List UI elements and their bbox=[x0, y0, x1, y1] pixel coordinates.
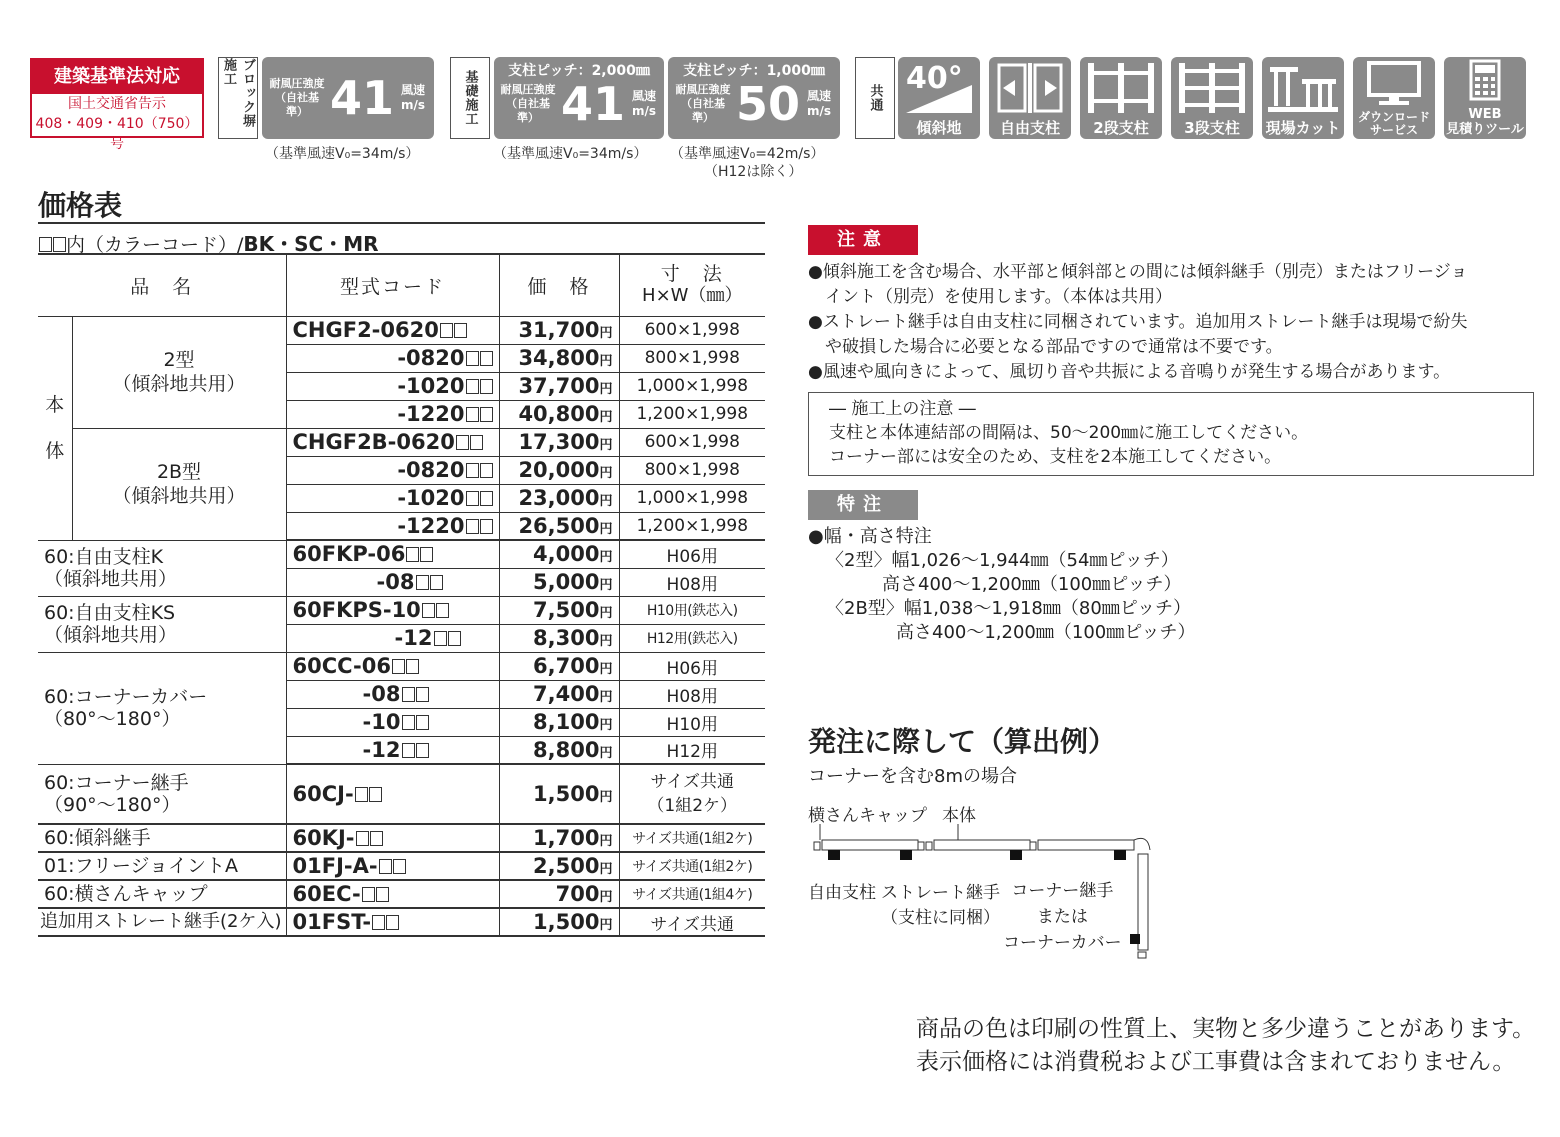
price-table-title: 価格表 bbox=[38, 189, 123, 222]
law-sub2: 408・409・410（750）号 bbox=[35, 116, 199, 152]
building-law-badge bbox=[30, 58, 204, 152]
table-row-size: 600×1,998 bbox=[619, 428, 765, 456]
price-table bbox=[38, 253, 765, 937]
table-row-size: サイズ共通(1組4ケ) bbox=[619, 880, 765, 908]
slope-icon bbox=[898, 57, 980, 139]
pitch-label: 支柱ピッチ：1,000㎜ bbox=[683, 63, 825, 79]
wind-label: 耐風圧強度（自社基準） bbox=[269, 77, 325, 118]
order-example-title: 発注に際して（算出例） bbox=[808, 725, 1117, 758]
table-row-price: 23,000円 bbox=[499, 484, 619, 512]
site-cut-icon bbox=[1262, 57, 1344, 139]
three-stage-post-icon bbox=[1171, 57, 1253, 139]
table-row-code: -0820 bbox=[286, 456, 499, 484]
table-row-price: 7,400円 bbox=[499, 680, 619, 708]
table-row-size: H06用 bbox=[619, 652, 765, 680]
foundation-wind-badge-1000 bbox=[668, 57, 840, 139]
body-label: 本体 bbox=[942, 806, 976, 826]
law-title: 建築基準法対応 bbox=[32, 60, 202, 94]
color-code-line: 内（カラーコード）/BK・SC・MR bbox=[38, 228, 379, 257]
wind-unit: 風速 m/s bbox=[806, 89, 832, 118]
table-row-price: 8,800円 bbox=[499, 736, 619, 764]
body-side-label: 本 体 bbox=[38, 316, 72, 540]
table-row-code: -1220 bbox=[286, 400, 499, 428]
two-stage-post-label: 2段支柱 bbox=[1093, 119, 1149, 137]
single-name: 60:傾斜継手 bbox=[38, 824, 286, 852]
free-post-label: 自由支柱 bbox=[999, 119, 1060, 137]
footer-notes: 商品の色は印刷の性質上、実物と多少違うことがあります。 表示価格には消費税および工事費は含まれておりません。 bbox=[916, 1016, 1536, 1075]
foundation-caption1: （基準風速V₀=34m/s） bbox=[493, 146, 648, 162]
table-row-price: 8,100円 bbox=[499, 708, 619, 736]
table-row-size: 1,000×1,998 bbox=[619, 372, 765, 400]
table-row-code: 60EC- bbox=[286, 880, 499, 908]
table-row-price: 4,000円 bbox=[499, 540, 619, 568]
table-row-price: 5,000円 bbox=[499, 568, 619, 596]
special-order-notes: ●幅・高さ特注 〈2型〉幅1,026〜1,944㎜（54㎜ピッチ） 高さ400〜1,200㎜（100㎜ピッチ） 〈2B型〉幅1,038〜1,918㎜（80㎜ピッチ） 高さ400〜1,200㎜（100㎜ピッチ） bbox=[808, 526, 1196, 643]
table-row-code: -1020 bbox=[286, 372, 499, 400]
table-row-code: CHGF2-0620 bbox=[286, 316, 499, 344]
table-row-size: 800×1,998 bbox=[619, 344, 765, 372]
table-row-size: 1,200×1,998 bbox=[619, 512, 765, 540]
table-row-code: 60CJ- bbox=[286, 764, 499, 824]
pitch-label: 支柱ピッチ：2,000㎜ bbox=[508, 63, 650, 79]
block-wall-label: ブロック塀施工 bbox=[218, 57, 258, 139]
table-row-price: 8,300円 bbox=[499, 624, 619, 652]
table-row-code: 60FKPS-10 bbox=[286, 596, 499, 624]
table-row-price: 1,500円 bbox=[499, 764, 619, 824]
wind-unit: 風速 m/s bbox=[400, 83, 426, 112]
caution-header: 注意 bbox=[808, 225, 918, 255]
table-row-size: 600×1,998 bbox=[619, 316, 765, 344]
slope-label: 傾斜地 bbox=[916, 119, 962, 137]
header-name: 品 名 bbox=[38, 254, 286, 316]
header-size: 寸 法 H×W（㎜） bbox=[619, 254, 765, 316]
wind-speed: 41 bbox=[329, 71, 394, 125]
free-post-icon bbox=[989, 57, 1071, 139]
foundation-caption3: （H12は除く） bbox=[704, 164, 803, 180]
group-2b-name: 2B型 （傾斜地共用） bbox=[72, 428, 286, 540]
table-row-code: -10 bbox=[286, 708, 499, 736]
header-code: 型式コード bbox=[286, 254, 499, 316]
single-name: 追加用ストレート継手(2ケ入) bbox=[38, 908, 286, 936]
table-row-size: サイズ共通(1組2ケ) bbox=[619, 852, 765, 880]
corner-joint-label: コーナー継手 または コーナーカバー bbox=[1003, 881, 1122, 953]
table-row-price: 1,700円 bbox=[499, 824, 619, 852]
block-wind-badge bbox=[262, 57, 434, 139]
table-row-price: 6,700円 bbox=[499, 652, 619, 680]
wind-label: 耐風圧強度（自社基準） bbox=[675, 83, 731, 124]
wind-speed: 50 bbox=[735, 77, 800, 131]
common-label: 共通 bbox=[855, 57, 895, 139]
table-row-price: 26,500円 bbox=[499, 512, 619, 540]
table-row-size: H10用 bbox=[619, 708, 765, 736]
table-row-code: -08 bbox=[286, 568, 499, 596]
table-row-size: H06用 bbox=[619, 540, 765, 568]
table-row-code: -1020 bbox=[286, 484, 499, 512]
foundation-wind-badge-2000 bbox=[494, 57, 664, 139]
table-row-size: サイズ共通(1組2ケ) bbox=[619, 824, 765, 852]
table-row-code: -12 bbox=[286, 624, 499, 652]
table-row-code: 01FST- bbox=[286, 908, 499, 936]
table-row-size: サイズ共通 （1組2ケ） bbox=[619, 764, 765, 824]
table-row-price: 2,500円 bbox=[499, 852, 619, 880]
table-row-size: H12用(鉄芯入) bbox=[619, 624, 765, 652]
table-row-size: 1,200×1,998 bbox=[619, 400, 765, 428]
table-row-price: 37,700円 bbox=[499, 372, 619, 400]
special-order-header: 特注 bbox=[808, 490, 918, 520]
single-name: 01:フリージョイントA bbox=[38, 852, 286, 880]
table-row-code: 60KJ- bbox=[286, 824, 499, 852]
slope-angle: 40° bbox=[906, 61, 963, 96]
table-row-size: H10用(鉄芯入) bbox=[619, 596, 765, 624]
table-row-code: 60CC-06 bbox=[286, 652, 499, 680]
table-row-price: 700円 bbox=[499, 880, 619, 908]
table-row-code: -12 bbox=[286, 736, 499, 764]
table-row-code: -0820 bbox=[286, 344, 499, 372]
law-sub1: 国土交通省告示 bbox=[68, 96, 166, 112]
foundation-label: 基礎施工 bbox=[450, 57, 490, 139]
cj-name: 60:コーナー継手 （90°〜180°） bbox=[38, 764, 286, 824]
two-stage-post-icon bbox=[1080, 57, 1162, 139]
table-row-price: 20,000円 bbox=[499, 456, 619, 484]
table-row-price: 40,800円 bbox=[499, 400, 619, 428]
table-row-price: 17,300円 bbox=[499, 428, 619, 456]
wind-label: 耐風圧強度（自社基準） bbox=[500, 83, 556, 124]
table-row-price: 1,500円 bbox=[499, 908, 619, 936]
post-label: 自由支柱 bbox=[808, 883, 876, 903]
single-name: 60:横さんキャップ bbox=[38, 880, 286, 908]
table-row-price: 34,800円 bbox=[499, 344, 619, 372]
group-2-name: 2型 （傾斜地共用） bbox=[72, 316, 286, 428]
table-row-code: 01FJ-A- bbox=[286, 852, 499, 880]
straight-joint-label: ストレート継手 （支柱に同梱） bbox=[881, 883, 1000, 928]
caution-notes: ●傾斜施工を含む場合、水平部と傾斜部との間には傾斜継手（別売）またはフリージョ イント（別売）を使用します。（本体は共用） ●ストレート継手は自由支柱に同梱されています。追加用ストレート継手は現場で紛失 や破損した場合に必要となる部品ですので通常は不要です。 ●風速や風向きによって、風切り音や共振による音鳴りが発生する場合があります。 bbox=[808, 262, 1468, 382]
cc-name: 60:コーナーカバー （80°〜180°） bbox=[38, 652, 286, 764]
table-row-code: -1220 bbox=[286, 512, 499, 540]
site-cut-label: 現場カット bbox=[1265, 119, 1341, 137]
download-label: ダウンロード サービス bbox=[1357, 110, 1430, 137]
web-estimate-label: WEB 見積りツール bbox=[1446, 107, 1524, 137]
header-price: 価 格 bbox=[499, 254, 619, 316]
download-icon bbox=[1353, 57, 1435, 139]
table-row-size: 800×1,998 bbox=[619, 456, 765, 484]
fkps-name: 60:自由支柱KS （傾斜地共用） bbox=[38, 596, 286, 652]
installation-caution-box: ― 施工上の注意 ― 支柱と本体連結部の間隔は、50〜200㎜に施工してください。 コーナー部には安全のため、支柱を2本施工してください。 bbox=[808, 392, 1534, 476]
table-row-price: 7,500円 bbox=[499, 596, 619, 624]
order-example-subtitle: コーナーを含む8mの場合 bbox=[808, 766, 1017, 787]
cap-label: 横さんキャップ bbox=[808, 806, 927, 826]
table-row-size: H12用 bbox=[619, 736, 765, 764]
table-row-size: H08用 bbox=[619, 680, 765, 708]
title-rule bbox=[38, 222, 765, 224]
table-row-size: H08用 bbox=[619, 568, 765, 596]
table-row-code: -08 bbox=[286, 680, 499, 708]
table-row-code: 60FKP-06 bbox=[286, 540, 499, 568]
three-stage-post-label: 3段支柱 bbox=[1184, 119, 1240, 137]
wind-speed: 41 bbox=[560, 77, 625, 131]
block-caption: （基準風速V₀=34m/s） bbox=[265, 146, 420, 162]
calculator-icon bbox=[1444, 57, 1526, 139]
table-row-code: CHGF2B-0620 bbox=[286, 428, 499, 456]
foundation-caption2: （基準風速V₀=42m/s） bbox=[670, 146, 825, 162]
fkp-name: 60:自由支柱K （傾斜地共用） bbox=[38, 540, 286, 596]
table-row-size: 1,000×1,998 bbox=[619, 484, 765, 512]
table-row-price: 31,700円 bbox=[499, 316, 619, 344]
table-row-size: サイズ共通 bbox=[619, 908, 765, 936]
wind-unit: 風速 m/s bbox=[631, 89, 657, 118]
